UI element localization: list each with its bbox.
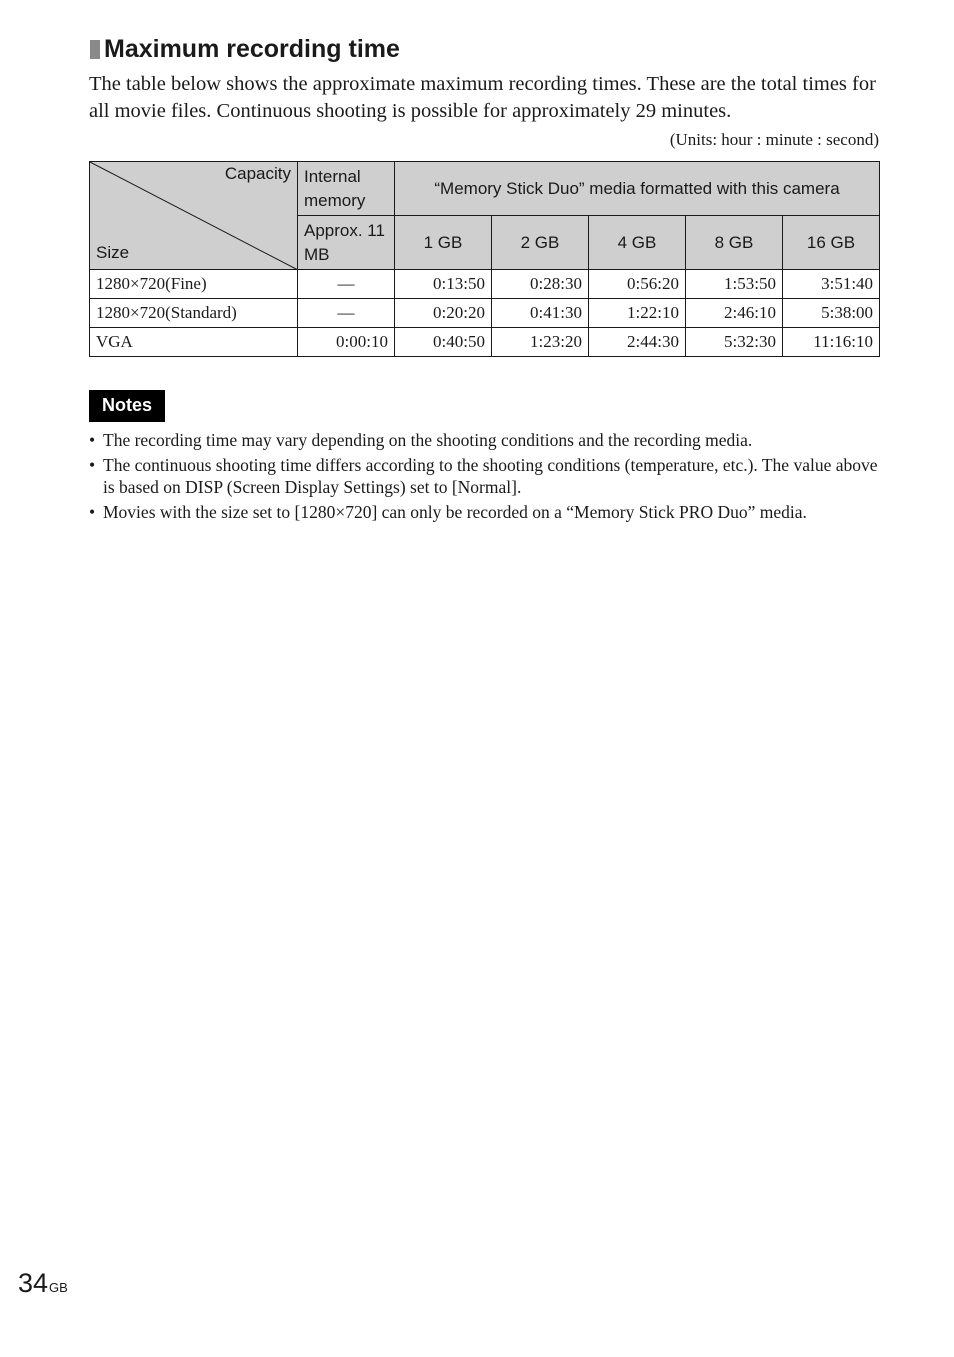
notes-list [89,429,889,526]
time-cell: 1:53:50 [686,270,783,299]
internal-cell: 0:00:10 [298,328,395,357]
capacity-header: 1 GB [395,216,492,270]
capacity-header: 16 GB [783,216,880,270]
time-cell: 2:44:30 [589,328,686,357]
time-cell: 1:23:20 [492,328,589,357]
corner-size-label: Size [96,243,130,262]
list-item: • The recording time may vary depending on the shooting conditions and the recording media. [89,429,889,451]
corner-header-cell [90,162,298,270]
time-cell: 0:28:30 [492,270,589,299]
capacity-header: 8 GB [686,216,783,270]
corner-capacity-label: Capacity [224,164,291,183]
capacity-header: 2 GB [492,216,589,270]
page-number [18,1263,68,1303]
time-cell: 3:51:40 [783,270,880,299]
table-row [90,299,880,328]
intro-paragraph: The table below shows the approximate maximum recording times. These are the total times for all movie files. Continuous shooting is possible for approximately 29 minutes. [89,73,876,122]
size-cell: 1280×720(Fine) [90,270,298,299]
time-cell: 11:16:10 [783,328,880,357]
time-cell: 0:20:20 [395,299,492,328]
time-cell: 1:22:10 [589,299,686,328]
recording-time-table [89,161,880,357]
table-row [90,270,880,299]
size-cell: 1280×720(Standard) [90,299,298,328]
size-cell: VGA [90,328,298,357]
section-heading-text: Maximum recording time [104,35,400,63]
time-cell: 5:38:00 [783,299,880,328]
time-cell: 0:40:50 [395,328,492,357]
list-item: • The continuous shooting time differs according to the shooting conditions (temperature, etc.). The value above is based on DISP (Screen Display Settings) set to [Normal]. [89,454,889,498]
page-number-suffix: GB [49,1280,68,1295]
internal-cell: — [298,299,395,328]
page-number-value: 34 [18,1268,49,1298]
heading-marker-icon [90,40,100,59]
capacity-header: 4 GB [589,216,686,270]
list-item: • Movies with the size set to [1280×720] can only be recorded on a “Memory Stick PRO Duo” media. [89,501,889,523]
time-cell: 2:46:10 [686,299,783,328]
time-cell: 0:56:20 [589,270,686,299]
internal-memory-size: Approx. 11 MB [298,216,395,270]
table-row [90,328,880,357]
section-heading [89,33,400,65]
units-note: (Units: hour : minute : second) [669,130,879,149]
internal-memory-header: Internal memory [298,162,395,216]
internal-cell: — [298,270,395,299]
time-cell: 5:32:30 [686,328,783,357]
time-cell: 0:13:50 [395,270,492,299]
notes-label: Notes [89,390,165,422]
time-cell: 0:41:30 [492,299,589,328]
memory-stick-header: “Memory Stick Duo” media formatted with this camera [395,162,880,216]
